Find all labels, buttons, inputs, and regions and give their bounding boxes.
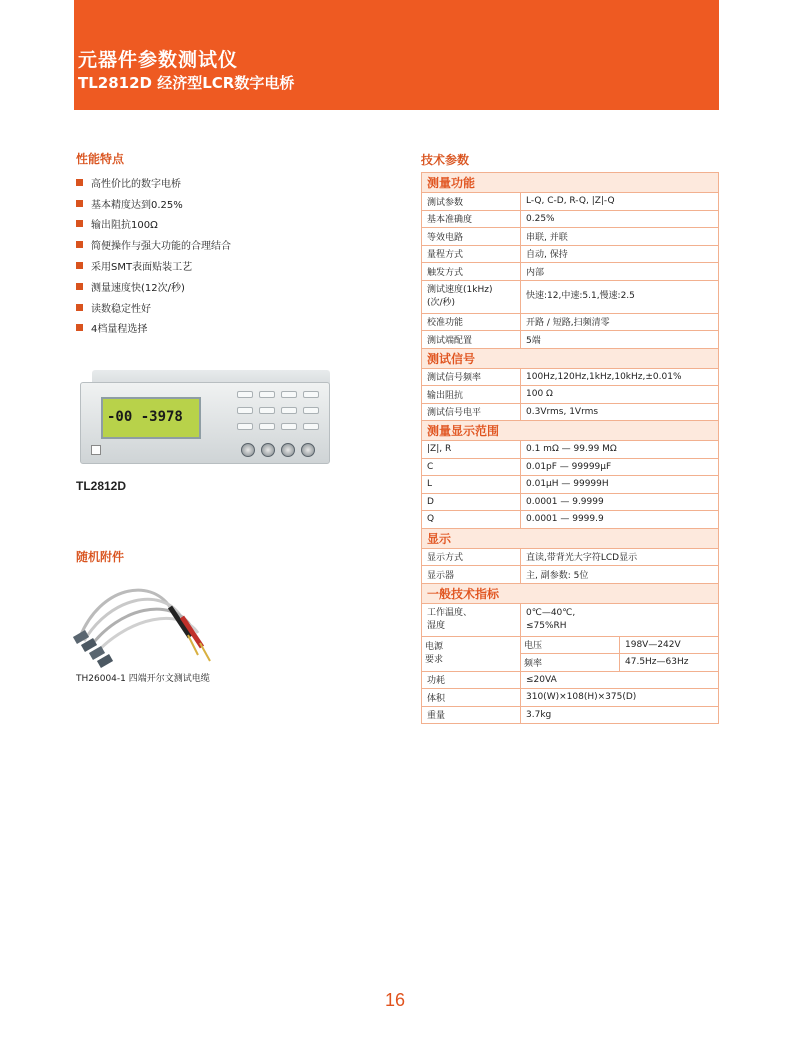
- feature-item: 4档量程选择: [76, 318, 231, 339]
- features-list: [76, 172, 231, 338]
- table-row: 测试参数 L-Q, C-D, R-Q, |Z|-Q: [422, 193, 719, 211]
- accessories-title: 随机附件: [76, 550, 125, 564]
- accessory-caption: TH26004-1 四端开尔文测试电缆: [76, 674, 210, 684]
- feature-item: 高性价比的数字电桥: [76, 172, 231, 193]
- table-row: 功耗 ≤20VA: [422, 671, 719, 689]
- bullet-square-icon: [76, 283, 83, 290]
- table-row: 重量 3.7kg: [422, 706, 719, 724]
- table-row: 测试速度(1kHz) (次/秒) 快速:12,中速:5.1,慢速:2.5: [422, 280, 719, 313]
- bnc-terminal-icon: [241, 443, 255, 457]
- page-title: 元器件参数测试仪: [78, 49, 239, 71]
- table-row: 测试信号频率 100Hz,120Hz,1kHz,10kHz,±0.01%: [422, 368, 719, 386]
- feature-item: 测量速度快(12次/秒): [76, 276, 231, 297]
- bnc-terminal-icon: [301, 443, 315, 457]
- features-title: 性能特点: [76, 152, 125, 166]
- power-switch-icon: [91, 445, 101, 455]
- product-model: TL2812D: [76, 479, 127, 493]
- table-row: 显示方式 直读,带背光大字符LCD显示: [422, 548, 719, 566]
- feature-item: 输出阻抗100Ω: [76, 214, 231, 235]
- specs-title: 技术参数: [421, 153, 470, 167]
- table-row: 输出阻抗 100 Ω: [422, 386, 719, 404]
- page-number: 16: [385, 990, 406, 1010]
- table-row: Q 0.0001 — 9999.9: [422, 511, 719, 529]
- bullet-square-icon: [76, 262, 83, 269]
- bullet-square-icon: [76, 241, 83, 248]
- table-row: 校准功能 开路 / 短路,扫频清零: [422, 313, 719, 331]
- bullet-square-icon: [76, 220, 83, 227]
- table-row: D 0.0001 — 9.9999: [422, 493, 719, 511]
- page-subtitle: TL2812D 经济型LCR数字电桥: [78, 74, 295, 92]
- kelvin-cable-image: [70, 577, 220, 669]
- table-section-header: 测量显示范围: [422, 421, 719, 441]
- table-row: 测试信号电平 0.3Vrms, 1Vrms: [422, 403, 719, 421]
- device-front-panel: [80, 382, 330, 464]
- lcd-display: -00 -3978: [101, 397, 201, 439]
- table-section-header: 一般技术指标: [422, 583, 719, 603]
- feature-item: 基本精度达到0.25%: [76, 193, 231, 214]
- header-banner: [74, 0, 719, 110]
- table-row: 量程方式 自动, 保持: [422, 245, 719, 263]
- feature-item: 简便操作与强大功能的合理结合: [76, 234, 231, 255]
- table-section-header: 测试信号: [422, 348, 719, 368]
- table-section-header: 测量功能: [422, 173, 719, 193]
- table-row: 触发方式 内部: [422, 263, 719, 281]
- feature-item: 读数稳定性好: [76, 297, 231, 318]
- bullet-square-icon: [76, 324, 83, 331]
- bullet-square-icon: [76, 179, 83, 186]
- device-keypad: [237, 391, 325, 435]
- table-row: 等效电路 串联, 并联: [422, 228, 719, 246]
- table-row: 测试端配置 5端: [422, 331, 719, 349]
- table-row: 电源 要求 电压 198V—242V: [422, 636, 719, 654]
- bnc-terminal-icon: [261, 443, 275, 457]
- table-row: 基本准确度 0.25%: [422, 210, 719, 228]
- table-row: |Z|, R 0.1 mΩ — 99.99 MΩ: [422, 441, 719, 459]
- feature-item: 采用SMT表面贴装工艺: [76, 255, 231, 276]
- bullet-square-icon: [76, 304, 83, 311]
- bullet-square-icon: [76, 200, 83, 207]
- table-row: 显示器 主, 副参数: 5位: [422, 566, 719, 584]
- table-row: C 0.01pF — 99999μF: [422, 458, 719, 476]
- product-image: [76, 362, 336, 470]
- spec-table: [421, 172, 719, 724]
- table-row: 工作温度、 湿度 0℃—40℃, ≤75%RH: [422, 603, 719, 636]
- table-row: 体积 310(W)×108(H)×375(D): [422, 689, 719, 707]
- table-row: 频率 47.5Hz—63Hz: [422, 654, 719, 672]
- table-row: L 0.01μH — 99999H: [422, 476, 719, 494]
- table-section-header: 显示: [422, 528, 719, 548]
- bnc-terminal-icon: [281, 443, 295, 457]
